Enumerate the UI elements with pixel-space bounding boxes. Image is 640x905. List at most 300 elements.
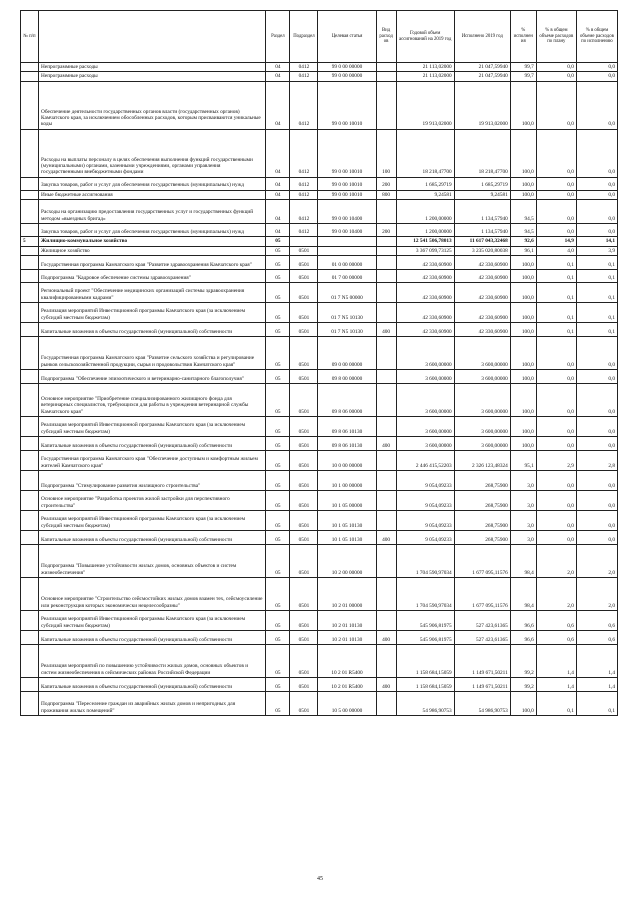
cell-podrazdel: 0501 <box>290 256 318 270</box>
budget-table <box>20 10 618 716</box>
cell-percent: 98,4 <box>510 578 536 611</box>
cell-name: Капитальные вложения в объекты государственной (муниципальной) собственности <box>39 678 266 692</box>
cell-share-plan: 1,4 <box>536 678 576 692</box>
cell-target-article: 99 0 00 10400 <box>318 224 376 237</box>
cell-plan: 42 330,60900 <box>396 303 454 323</box>
cell-name: Расходы на выплаты персоналу в целях обеспечения выполнения функций государственными (муниципальными) органами, казенными учреждениями, органами управления государственными внебюджетными фондами <box>39 129 266 177</box>
cell-name: Подпрограмма "Повышение устойчивости жилых домов, основных объектов и систем жизнеобеспечения" <box>39 545 266 578</box>
cell-executed: 1 685,29719 <box>454 177 510 190</box>
cell-name: Жилищное хозяйство <box>39 246 266 255</box>
cell-podrazdel: 0412 <box>290 190 318 199</box>
cell-plan: 545 906,81975 <box>396 611 454 631</box>
cell-plan: 9 054,09233 <box>396 511 454 531</box>
cell-expense-type: 200 <box>376 177 396 190</box>
header-plan: Годовой объем ассигнований на 2019 год <box>396 11 454 63</box>
table-row <box>21 578 618 611</box>
table-row <box>21 81 618 129</box>
cell-share-plan: 0,0 <box>536 224 576 237</box>
cell-executed: 42 330,60900 <box>454 270 510 283</box>
cell-expense-type <box>376 72 396 81</box>
cell-plan: 9,24581 <box>396 190 454 199</box>
cell-num <box>21 256 39 270</box>
cell-num <box>21 417 39 437</box>
cell-expense-type <box>376 237 396 246</box>
cell-share-executed: 0,1 <box>576 692 617 716</box>
cell-share-executed: 0,1 <box>576 323 617 337</box>
cell-expense-type <box>376 200 396 224</box>
cell-share-executed: 0,6 <box>576 611 617 631</box>
cell-name: Реализация мероприятий Инвестиционной программы Камчатского края (за исключением субсидий местным бюджетам) <box>39 511 266 531</box>
cell-executed: 11 617 043,32468 <box>454 237 510 246</box>
table-row <box>21 611 618 631</box>
cell-name: Государственная программа Камчатского края "Развитие здравоохранения Камчатского края" <box>39 256 266 270</box>
cell-num <box>21 270 39 283</box>
cell-num <box>21 578 39 611</box>
cell-percent: 99,2 <box>510 645 536 678</box>
cell-plan: 1 158 684,15059 <box>396 678 454 692</box>
table-row <box>21 417 618 437</box>
cell-share-plan: 0,0 <box>536 511 576 531</box>
cell-plan: 9 054,09233 <box>396 491 454 511</box>
cell-target-article: 10 2 01 10130 <box>318 611 376 631</box>
cell-percent: 100,0 <box>510 692 536 716</box>
cell-podrazdel: 0412 <box>290 63 318 72</box>
table-row <box>21 246 618 255</box>
cell-executed: 3 600,00000 <box>454 437 510 451</box>
cell-target-article: 10 1 05 10130 <box>318 511 376 531</box>
cell-expense-type <box>376 384 396 417</box>
cell-executed: 21 047,59940 <box>454 72 510 81</box>
cell-share-plan: 0,1 <box>536 303 576 323</box>
cell-plan: 1 200,00000 <box>396 200 454 224</box>
cell-plan: 1 704 590,97034 <box>396 578 454 611</box>
cell-podrazdel: 0501 <box>290 545 318 578</box>
cell-executed: 3 235 020,80038 <box>454 246 510 255</box>
cell-num <box>21 129 39 177</box>
cell-target-article: 99 0 00 10010 <box>318 177 376 190</box>
cell-podrazdel: 0501 <box>290 303 318 323</box>
cell-plan: 42 330,60900 <box>396 256 454 270</box>
cell-razdel: 05 <box>266 531 290 545</box>
cell-name: Жилищно-коммунальное хозяйство <box>39 237 266 246</box>
cell-expense-type: 200 <box>376 224 396 237</box>
cell-target-article: 10 2 01 00000 <box>318 578 376 611</box>
cell-share-executed: 2,0 <box>576 578 617 611</box>
cell-executed: 42 330,60900 <box>454 283 510 303</box>
cell-expense-type <box>376 511 396 531</box>
cell-share-plan: 14,9 <box>536 237 576 246</box>
cell-razdel: 04 <box>266 200 290 224</box>
table-row <box>21 270 618 283</box>
cell-razdel: 05 <box>266 645 290 678</box>
cell-percent: 98,4 <box>510 545 536 578</box>
cell-name: Реализация мероприятий Инвестиционной программы Камчатского края (за исключением субсидий местным бюджетам) <box>39 611 266 631</box>
cell-percent: 94,5 <box>510 224 536 237</box>
cell-share-plan: 2,0 <box>536 545 576 578</box>
cell-target-article: 10 1 05 10130 <box>318 531 376 545</box>
cell-share-executed: 0,0 <box>576 471 617 491</box>
table-row <box>21 303 618 323</box>
cell-num <box>21 692 39 716</box>
cell-share-executed: 0,1 <box>576 303 617 323</box>
cell-target-article <box>318 237 376 246</box>
cell-num <box>21 177 39 190</box>
cell-target-article: 01 7 N5 10130 <box>318 323 376 337</box>
cell-expense-type <box>376 491 396 511</box>
table-row <box>21 63 618 72</box>
cell-target-article: 99 0 00 10010 <box>318 190 376 199</box>
cell-expense-type: 400 <box>376 323 396 337</box>
cell-share-plan: 0,0 <box>536 531 576 545</box>
cell-share-plan: 0,0 <box>536 471 576 491</box>
cell-share-plan: 0,1 <box>536 270 576 283</box>
cell-executed: 19 913,02000 <box>454 81 510 129</box>
cell-num <box>21 437 39 451</box>
cell-num <box>21 323 39 337</box>
cell-name: Капитальные вложения в объекты государственной (муниципальной) собственности <box>39 323 266 337</box>
cell-expense-type: 400 <box>376 531 396 545</box>
cell-share-plan: 0,0 <box>536 437 576 451</box>
cell-share-plan: 0,1 <box>536 283 576 303</box>
cell-target-article: 99 0 00 10010 <box>318 129 376 177</box>
cell-razdel: 05 <box>266 471 290 491</box>
table-row <box>21 471 618 491</box>
cell-podrazdel: 0501 <box>290 531 318 545</box>
cell-share-plan: 0,0 <box>536 63 576 72</box>
cell-num <box>21 246 39 255</box>
cell-share-plan: 0,0 <box>536 200 576 224</box>
cell-expense-type <box>376 81 396 129</box>
cell-plan: 1 704 590,97034 <box>396 545 454 578</box>
cell-razdel: 05 <box>266 692 290 716</box>
cell-percent: 100,0 <box>510 177 536 190</box>
cell-razdel: 05 <box>266 631 290 645</box>
cell-expense-type <box>376 645 396 678</box>
cell-share-plan: 0,0 <box>536 177 576 190</box>
cell-plan: 1 685,29719 <box>396 177 454 190</box>
cell-num <box>21 81 39 129</box>
cell-executed: 527 423,61365 <box>454 631 510 645</box>
cell-plan: 1 200,00000 <box>396 224 454 237</box>
cell-plan: 19 913,02000 <box>396 81 454 129</box>
cell-num <box>21 511 39 531</box>
cell-expense-type <box>376 303 396 323</box>
cell-share-executed: 1,4 <box>576 645 617 678</box>
cell-percent: 96,6 <box>510 611 536 631</box>
cell-percent: 94,5 <box>510 200 536 224</box>
cell-expense-type <box>376 451 396 471</box>
table-row <box>21 337 618 370</box>
table-row <box>21 545 618 578</box>
cell-executed: 21 047,59940 <box>454 63 510 72</box>
cell-executed: 2 326 123,48324 <box>454 451 510 471</box>
cell-name: Иные бюджетные ассигнования <box>39 190 266 199</box>
table-row <box>21 256 618 270</box>
cell-target-article: 10 0 00 00000 <box>318 451 376 471</box>
cell-razdel: 04 <box>266 63 290 72</box>
cell-razdel: 05 <box>266 337 290 370</box>
cell-razdel: 05 <box>266 417 290 437</box>
cell-name: Подпрограмма "Обеспечение эпизоотического и ветеринарно-санитарного благополучия" <box>39 370 266 384</box>
cell-share-executed: 0,1 <box>576 283 617 303</box>
cell-plan: 3 600,00000 <box>396 370 454 384</box>
cell-podrazdel: 0501 <box>290 678 318 692</box>
cell-share-plan: 4,0 <box>536 246 576 255</box>
table-row <box>21 678 618 692</box>
cell-executed: 3 600,00000 <box>454 370 510 384</box>
cell-plan: 12 541 506,78013 <box>396 237 454 246</box>
cell-num <box>21 491 39 511</box>
cell-share-executed: 0,0 <box>576 384 617 417</box>
table-row <box>21 177 618 190</box>
cell-target-article: 99 0 00 00000 <box>318 63 376 72</box>
cell-num <box>21 678 39 692</box>
page-number: 45 <box>317 876 323 882</box>
cell-num <box>21 531 39 545</box>
cell-percent: 100,0 <box>510 81 536 129</box>
cell-name: Региональный проект "Обеспечение медицинских организаций системы здравоохранения квалифицированными кадрами" <box>39 283 266 303</box>
cell-target-article: 09 8 06 10130 <box>318 417 376 437</box>
cell-percent: 3,0 <box>510 471 536 491</box>
cell-expense-type <box>376 692 396 716</box>
cell-percent: 92,6 <box>510 237 536 246</box>
cell-share-executed: 0,0 <box>576 190 617 199</box>
cell-expense-type <box>376 370 396 384</box>
cell-share-executed: 0,0 <box>576 72 617 81</box>
cell-razdel: 05 <box>266 545 290 578</box>
cell-percent: 100,0 <box>510 283 536 303</box>
cell-num <box>21 645 39 678</box>
cell-razdel: 05 <box>266 578 290 611</box>
cell-expense-type <box>376 283 396 303</box>
cell-percent: 100,0 <box>510 337 536 370</box>
cell-podrazdel: 0412 <box>290 81 318 129</box>
cell-target-article: 09 0 00 00000 <box>318 337 376 370</box>
cell-razdel: 05 <box>266 323 290 337</box>
cell-share-plan: 0,0 <box>536 72 576 81</box>
cell-executed: 268,75900 <box>454 471 510 491</box>
cell-executed: 3 600,00000 <box>454 417 510 437</box>
cell-razdel: 04 <box>266 81 290 129</box>
cell-share-executed: 0,0 <box>576 437 617 451</box>
cell-share-executed: 0,6 <box>576 631 617 645</box>
table-row <box>21 370 618 384</box>
cell-share-executed: 0,0 <box>576 337 617 370</box>
table-row <box>21 451 618 471</box>
cell-executed: 1 149 671,50211 <box>454 645 510 678</box>
cell-razdel: 04 <box>266 224 290 237</box>
cell-percent: 3,0 <box>510 491 536 511</box>
cell-name: Основное мероприятие "Приобретение специализированного жилищного фонда для ветеринарных специалистов, требующихся для работы в учреждения ветеринарной службы Камчатского края" <box>39 384 266 417</box>
cell-num <box>21 63 39 72</box>
cell-share-plan: 0,1 <box>536 692 576 716</box>
header-percent: % исполнения <box>510 11 536 63</box>
header-name <box>39 11 266 63</box>
cell-share-plan: 0,0 <box>536 384 576 417</box>
cell-num: 5 <box>21 237 39 246</box>
cell-share-executed: 2,0 <box>576 545 617 578</box>
cell-target-article: 01 0 00 00000 <box>318 256 376 270</box>
cell-share-executed: 0,0 <box>576 511 617 531</box>
cell-target-article: 09 8 00 00000 <box>318 370 376 384</box>
cell-plan: 42 330,60900 <box>396 283 454 303</box>
table-row <box>21 283 618 303</box>
cell-executed: 9,24581 <box>454 190 510 199</box>
cell-executed: 42 330,60900 <box>454 323 510 337</box>
cell-podrazdel: 0501 <box>290 417 318 437</box>
table-row <box>21 631 618 645</box>
cell-razdel: 05 <box>266 370 290 384</box>
cell-podrazdel: 0501 <box>290 323 318 337</box>
cell-share-executed: 0,0 <box>576 177 617 190</box>
table-row <box>21 200 618 224</box>
cell-plan: 21 113,02000 <box>396 63 454 72</box>
cell-plan: 1 158 684,15059 <box>396 645 454 678</box>
cell-expense-type: 100 <box>376 129 396 177</box>
cell-target-article: 10 5 00 00000 <box>318 692 376 716</box>
cell-executed: 268,75900 <box>454 531 510 545</box>
cell-executed: 42 330,60900 <box>454 256 510 270</box>
cell-expense-type: 400 <box>376 437 396 451</box>
cell-expense-type <box>376 270 396 283</box>
cell-razdel: 04 <box>266 72 290 81</box>
cell-percent: 100,0 <box>510 384 536 417</box>
cell-share-plan: 0,0 <box>536 491 576 511</box>
cell-expense-type <box>376 417 396 437</box>
cell-podrazdel: 0501 <box>290 437 318 451</box>
cell-executed: 1 149 671,50211 <box>454 678 510 692</box>
header-target-article: Целевая статья <box>318 11 376 63</box>
cell-podrazdel: 0412 <box>290 177 318 190</box>
cell-executed: 1 677 095,11576 <box>454 545 510 578</box>
cell-plan: 3 600,00000 <box>396 417 454 437</box>
cell-expense-type <box>376 63 396 72</box>
cell-share-executed: 0,0 <box>576 81 617 129</box>
cell-share-plan: 0,0 <box>536 190 576 199</box>
cell-share-plan: 0,0 <box>536 337 576 370</box>
table-row <box>21 511 618 531</box>
cell-podrazdel: 0501 <box>290 692 318 716</box>
cell-podrazdel: 0501 <box>290 611 318 631</box>
cell-percent: 100,0 <box>510 323 536 337</box>
cell-target-article: 99 0 00 00000 <box>318 72 376 81</box>
header-num: № п/п <box>21 11 39 63</box>
cell-podrazdel <box>290 237 318 246</box>
cell-target-article: 10 2 01 R5400 <box>318 678 376 692</box>
cell-name: Подпрограмма "Стимулирование развития жилищного строительства" <box>39 471 266 491</box>
cell-podrazdel: 0412 <box>290 129 318 177</box>
cell-num <box>21 384 39 417</box>
cell-percent: 100,0 <box>510 370 536 384</box>
cell-podrazdel: 0501 <box>290 511 318 531</box>
cell-num <box>21 451 39 471</box>
cell-name: Непрограммные расходы <box>39 63 266 72</box>
cell-expense-type <box>376 578 396 611</box>
cell-podrazdel: 0501 <box>290 337 318 370</box>
table-row <box>21 190 618 199</box>
cell-expense-type: 800 <box>376 190 396 199</box>
header-executed: Исполнено 2019 год <box>454 11 510 63</box>
cell-target-article: 09 8 06 00000 <box>318 384 376 417</box>
cell-share-plan: 0,0 <box>536 81 576 129</box>
cell-percent: 99,2 <box>510 678 536 692</box>
cell-razdel: 04 <box>266 129 290 177</box>
cell-name: Реализация мероприятий Инвестиционной программы Камчатского края (за исключением субсидий местным бюджетам) <box>39 417 266 437</box>
cell-expense-type <box>376 471 396 491</box>
cell-name: Реализация мероприятий Инвестиционной программы Камчатского края (за исключением субсидий местным бюджетам) <box>39 303 266 323</box>
cell-share-executed: 0,1 <box>576 256 617 270</box>
cell-executed: 18 218,47700 <box>454 129 510 177</box>
budget-table-sheet <box>20 10 618 716</box>
cell-share-executed: 0,0 <box>576 200 617 224</box>
cell-podrazdel: 0501 <box>290 246 318 255</box>
cell-percent: 99,7 <box>510 72 536 81</box>
header-razdel: Раздел <box>266 11 290 63</box>
cell-name: Непрограммные расходы <box>39 72 266 81</box>
cell-target-article: 01 7 N5 00000 <box>318 283 376 303</box>
cell-podrazdel: 0501 <box>290 451 318 471</box>
cell-percent: 3,0 <box>510 531 536 545</box>
cell-share-plan: 0,1 <box>536 256 576 270</box>
cell-num <box>21 224 39 237</box>
cell-plan: 42 330,60900 <box>396 270 454 283</box>
cell-share-executed: 0,0 <box>576 417 617 437</box>
cell-share-plan: 0,6 <box>536 611 576 631</box>
cell-plan: 42 330,60900 <box>396 323 454 337</box>
cell-percent: 100,0 <box>510 256 536 270</box>
cell-share-plan: 0,1 <box>536 323 576 337</box>
header-expense-type: Вид расходов <box>376 11 396 63</box>
cell-plan: 2 446 415,52203 <box>396 451 454 471</box>
cell-name: Основное мероприятие "Разработка проектов жилой застройки для перспективного строительства" <box>39 491 266 511</box>
cell-executed: 268,75900 <box>454 511 510 531</box>
cell-name: Капитальные вложения в объекты государственной (муниципальной) собственности <box>39 437 266 451</box>
cell-share-plan: 2,0 <box>536 578 576 611</box>
cell-plan: 3 600,00000 <box>396 437 454 451</box>
cell-razdel: 05 <box>266 491 290 511</box>
cell-target-article: 10 2 01 10130 <box>318 631 376 645</box>
cell-percent: 100,0 <box>510 129 536 177</box>
cell-name: Подпрограмма "Переселение граждан из аварийных жилых домов и непригодных для проживания жилых помещений" <box>39 692 266 716</box>
table-row <box>21 645 618 678</box>
cell-num <box>21 631 39 645</box>
header-share-plan: % в общем объеме расходов по плану <box>536 11 576 63</box>
cell-percent: 95,1 <box>510 451 536 471</box>
cell-plan: 21 113,02000 <box>396 72 454 81</box>
cell-share-executed: 0,0 <box>576 531 617 545</box>
cell-expense-type: 400 <box>376 678 396 692</box>
cell-razdel: 04 <box>266 177 290 190</box>
cell-plan: 3 600,00000 <box>396 384 454 417</box>
cell-name: Расходы на организацию предоставления государственных услуг и государственных функций методом «выездных бригад» <box>39 200 266 224</box>
cell-percent: 96,1 <box>510 246 536 255</box>
cell-plan: 3 600,00000 <box>396 337 454 370</box>
cell-name: Государственная программа Камчатского края "Развитие сельского хозяйства и регулирование рынков сельскохозяйственной продукции, сырья и продовольствия Камчатского края" <box>39 337 266 370</box>
table-row <box>21 437 618 451</box>
cell-executed: 3 600,00000 <box>454 384 510 417</box>
table-row <box>21 224 618 237</box>
cell-razdel: 04 <box>266 190 290 199</box>
cell-target-article: 10 1 05 00000 <box>318 491 376 511</box>
cell-expense-type <box>376 256 396 270</box>
cell-razdel: 05 <box>266 611 290 631</box>
cell-share-executed: 0,0 <box>576 370 617 384</box>
cell-executed: 42 330,60900 <box>454 303 510 323</box>
cell-target-article <box>318 246 376 255</box>
cell-target-article: 09 8 06 10130 <box>318 437 376 451</box>
cell-share-executed: 3,9 <box>576 246 617 255</box>
cell-share-executed: 0,0 <box>576 63 617 72</box>
